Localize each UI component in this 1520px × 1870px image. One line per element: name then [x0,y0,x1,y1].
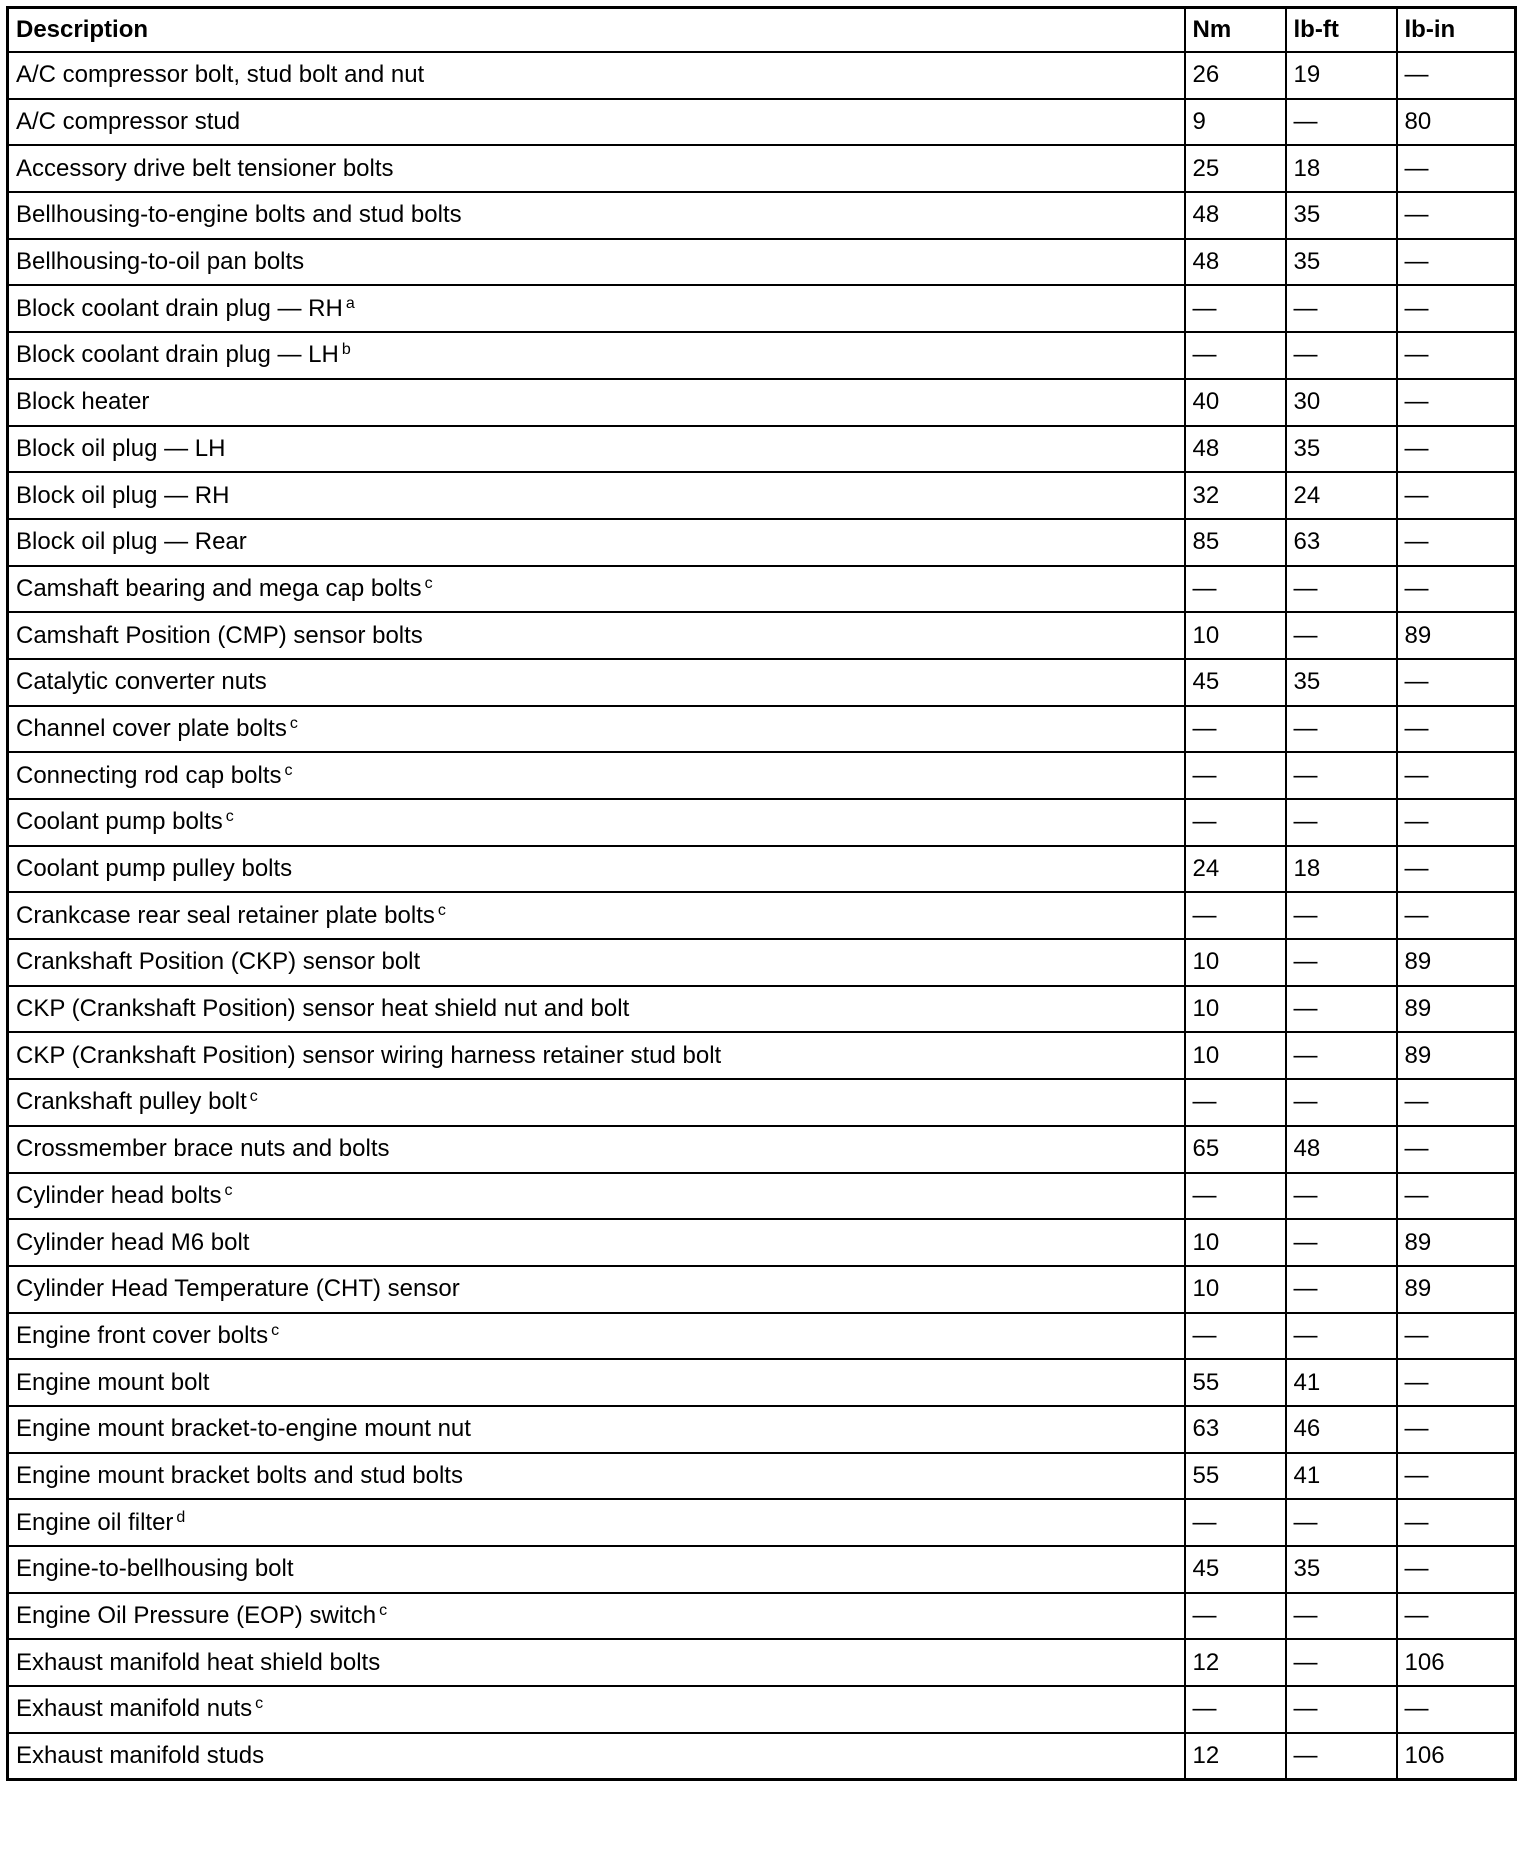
lb-in-value-cell: — [1397,892,1516,939]
table-row [8,426,1516,473]
lb-ft-value-cell: — [1286,1733,1397,1780]
column-header-lb-in: lb-in [1397,8,1516,53]
nm-value-cell: 48 [1185,192,1286,239]
description-cell [8,566,1185,613]
lb-ft-value-cell: 35 [1286,192,1397,239]
nm-value-cell: — [1185,1499,1286,1546]
description-cell [8,846,1185,893]
description-cell [8,1313,1185,1360]
lb-in-value-cell: — [1397,1173,1516,1220]
table-row [8,752,1516,799]
description-cell [8,472,1185,519]
nm-value-cell: 45 [1185,1546,1286,1593]
nm-value-cell: 10 [1185,1266,1286,1313]
lb-ft-value-cell: — [1286,986,1397,1033]
lb-ft-value-cell: 19 [1286,52,1397,99]
lb-in-value-cell: — [1397,52,1516,99]
description-text: Block coolant drain plug — LH [16,341,339,369]
lb-ft-value-cell: 35 [1286,1546,1397,1593]
nm-value-cell: 55 [1185,1359,1286,1406]
lb-in-value-cell: — [1397,1499,1516,1546]
lb-in-value-cell: 89 [1397,939,1516,986]
table-body [8,52,1516,1780]
lb-in-value-cell: — [1397,752,1516,799]
lb-in-value-cell: 80 [1397,99,1516,146]
lb-ft-value-cell: 41 [1286,1453,1397,1500]
description-text: Engine Oil Pressure (EOP) switch [16,1602,377,1630]
description-text: Crankshaft pulley bolt [16,1088,247,1116]
lb-in-value-cell: — [1397,1406,1516,1453]
table-row [8,566,1516,613]
column-header-lb-ft: lb-ft [1286,8,1397,53]
table-row [8,239,1516,286]
nm-value-cell: — [1185,1079,1286,1126]
table-row [8,799,1516,846]
footnote-marker: c [289,714,298,732]
nm-value-cell: 9 [1185,99,1286,146]
description-text: Exhaust manifold heat shield bolts [16,1648,381,1676]
table-row [8,519,1516,566]
lb-ft-value-cell: — [1286,1499,1397,1546]
nm-value-cell: — [1185,332,1286,379]
table-row [8,1219,1516,1266]
description-text: Crankcase rear seal retainer plate bolts [16,901,435,929]
nm-value-cell: — [1185,1593,1286,1640]
lb-in-value-cell: — [1397,239,1516,286]
description-text: Block oil plug — Rear [16,528,247,556]
lb-ft-value-cell: — [1286,939,1397,986]
nm-value-cell: — [1185,1173,1286,1220]
description-cell [8,939,1185,986]
lb-in-value-cell: — [1397,519,1516,566]
nm-value-cell: — [1185,285,1286,332]
description-text: Cylinder head M6 bolt [16,1228,250,1256]
description-text: Cylinder head bolts [16,1181,222,1209]
lb-in-value-cell: — [1397,145,1516,192]
description-text: Coolant pump bolts [16,808,223,836]
nm-value-cell: — [1185,752,1286,799]
lb-in-value-cell: — [1397,846,1516,893]
table-row [8,99,1516,146]
lb-ft-value-cell: 18 [1286,145,1397,192]
lb-in-value-cell: — [1397,1546,1516,1593]
table-row [8,1639,1516,1686]
description-cell [8,1126,1185,1173]
table-row [8,1032,1516,1079]
description-text: Connecting rod cap bolts [16,761,282,789]
description-cell [8,1079,1185,1126]
table-row [8,986,1516,1033]
description-cell [8,752,1185,799]
description-text: A/C compressor bolt, stud bolt and nut [16,61,425,89]
lb-in-value-cell: 89 [1397,1219,1516,1266]
nm-value-cell: 48 [1185,239,1286,286]
description-text: Camshaft Position (CMP) sensor bolts [16,621,423,649]
nm-value-cell: 10 [1185,986,1286,1033]
lb-ft-value-cell: 24 [1286,472,1397,519]
table-row [8,1266,1516,1313]
lb-ft-value-cell: — [1286,1219,1397,1266]
description-cell [8,706,1185,753]
nm-value-cell: — [1185,566,1286,613]
lb-ft-value-cell: — [1286,1079,1397,1126]
table-row [8,1406,1516,1453]
lb-ft-value-cell: 18 [1286,846,1397,893]
description-text: Bellhousing-to-engine bolts and stud bolts [16,201,462,229]
lb-ft-value-cell: — [1286,1032,1397,1079]
description-text: Block oil plug — LH [16,434,226,462]
lb-in-value-cell: — [1397,1686,1516,1733]
table-row [8,379,1516,426]
description-text: CKP (Crankshaft Position) sensor heat shield nut and bolt [16,995,630,1023]
description-text: Crankshaft Position (CKP) sensor bolt [16,948,421,976]
table-row [8,1686,1516,1733]
lb-in-value-cell: — [1397,1453,1516,1500]
table-row [8,1453,1516,1500]
footnote-marker: a [345,294,355,312]
lb-in-value-cell: 89 [1397,1266,1516,1313]
description-cell [8,1499,1185,1546]
description-text: Bellhousing-to-oil pan bolts [16,248,305,276]
lb-ft-value-cell: 48 [1286,1126,1397,1173]
table-row [8,1733,1516,1780]
description-text: Accessory drive belt tensioner bolts [16,154,394,182]
description-cell [8,1173,1185,1220]
table-row [8,1359,1516,1406]
lb-in-value-cell: — [1397,799,1516,846]
description-cell [8,332,1185,379]
footnote-marker: c [424,574,433,592]
lb-ft-value-cell: — [1286,612,1397,659]
lb-ft-value-cell: 35 [1286,426,1397,473]
lb-ft-value-cell: — [1286,99,1397,146]
nm-value-cell: 65 [1185,1126,1286,1173]
nm-value-cell: 40 [1185,379,1286,426]
lb-ft-value-cell: — [1286,566,1397,613]
nm-value-cell: — [1185,1686,1286,1733]
description-cell [8,285,1185,332]
table-row [8,1499,1516,1546]
lb-in-value-cell: 89 [1397,986,1516,1033]
table-row [8,52,1516,99]
lb-in-value-cell: 89 [1397,1032,1516,1079]
lb-ft-value-cell: 63 [1286,519,1397,566]
lb-in-value-cell: — [1397,332,1516,379]
column-header-description: Description [8,8,1185,53]
lb-ft-value-cell: — [1286,1639,1397,1686]
lb-ft-value-cell: — [1286,1266,1397,1313]
description-text: Coolant pump pulley bolts [16,855,293,883]
lb-ft-value-cell: — [1286,332,1397,379]
description-text: Engine front cover bolts [16,1321,269,1349]
table-row [8,1313,1516,1360]
table-row [8,1593,1516,1640]
description-cell [8,892,1185,939]
lb-in-value-cell: — [1397,1359,1516,1406]
description-text: Crossmember brace nuts and bolts [16,1135,390,1163]
table-row [8,939,1516,986]
nm-value-cell: 10 [1185,1032,1286,1079]
description-cell [8,1639,1185,1686]
description-cell [8,986,1185,1033]
table-row [8,192,1516,239]
torque-specification-table [6,6,1517,1781]
footnote-marker: c [255,1695,264,1713]
nm-value-cell: 10 [1185,939,1286,986]
description-text: Engine mount bolt [16,1368,210,1396]
table-row [8,332,1516,379]
lb-ft-value-cell: 46 [1286,1406,1397,1453]
nm-value-cell: 85 [1185,519,1286,566]
lb-in-value-cell: — [1397,1593,1516,1640]
table-row [8,145,1516,192]
lb-ft-value-cell: — [1286,892,1397,939]
table-row [8,659,1516,706]
table-row [8,1126,1516,1173]
description-text: A/C compressor stud [16,108,241,136]
lb-ft-value-cell: 35 [1286,659,1397,706]
description-text: Block coolant drain plug — RH [16,294,343,322]
description-cell [8,1266,1185,1313]
footnote-marker: c [379,1602,388,1620]
description-cell [8,1453,1185,1500]
description-cell [8,1593,1185,1640]
description-text: Exhaust manifold studs [16,1742,265,1770]
description-text: Exhaust manifold nuts [16,1695,253,1723]
nm-value-cell: 26 [1185,52,1286,99]
description-cell [8,239,1185,286]
nm-value-cell: 12 [1185,1733,1286,1780]
nm-value-cell: 48 [1185,426,1286,473]
lb-in-value-cell: — [1397,285,1516,332]
lb-in-value-cell: — [1397,379,1516,426]
lb-ft-value-cell: — [1286,799,1397,846]
footnote-marker: d [176,1508,186,1526]
table-row [8,1079,1516,1126]
table-row [8,892,1516,939]
lb-ft-value-cell: 35 [1286,239,1397,286]
footnote-marker: c [249,1088,258,1106]
lb-in-value-cell: — [1397,706,1516,753]
table-row [8,706,1516,753]
lb-in-value-cell: — [1397,1126,1516,1173]
nm-value-cell: 10 [1185,612,1286,659]
footnote-marker: c [271,1321,280,1339]
nm-value-cell: 55 [1185,1453,1286,1500]
table-header-row [8,8,1516,53]
nm-value-cell: 24 [1185,846,1286,893]
description-cell [8,799,1185,846]
table-row [8,472,1516,519]
footnote-marker: b [341,341,351,359]
footnote-marker: c [225,808,234,826]
description-text: Engine mount bracket bolts and stud bolts [16,1461,463,1489]
column-header-nm: Nm [1185,8,1286,53]
lb-in-value-cell: — [1397,192,1516,239]
table-row [8,846,1516,893]
lb-in-value-cell: — [1397,566,1516,613]
lb-in-value-cell: — [1397,1079,1516,1126]
description-cell [8,1686,1185,1733]
nm-value-cell: 63 [1185,1406,1286,1453]
nm-value-cell: 12 [1185,1639,1286,1686]
description-text: Block heater [16,388,150,416]
lb-ft-value-cell: 41 [1286,1359,1397,1406]
lb-in-value-cell: 106 [1397,1639,1516,1686]
description-cell [8,612,1185,659]
lb-ft-value-cell: — [1286,1173,1397,1220]
lb-ft-value-cell: — [1286,285,1397,332]
footnote-marker: c [224,1181,233,1199]
description-text: Channel cover plate bolts [16,714,287,742]
description-cell [8,659,1185,706]
nm-value-cell: 10 [1185,1219,1286,1266]
description-text: Catalytic converter nuts [16,668,267,696]
table-row [8,285,1516,332]
description-cell [8,192,1185,239]
lb-ft-value-cell: — [1286,1593,1397,1640]
description-cell [8,1406,1185,1453]
description-cell [8,1219,1185,1266]
description-cell [8,1733,1185,1780]
footnote-marker: c [284,761,293,779]
lb-ft-value-cell: 30 [1286,379,1397,426]
description-text: Cylinder Head Temperature (CHT) sensor [16,1275,460,1303]
table-row [8,1546,1516,1593]
description-text: Engine-to-bellhousing bolt [16,1555,294,1583]
lb-in-value-cell: 106 [1397,1733,1516,1780]
lb-ft-value-cell: — [1286,706,1397,753]
lb-ft-value-cell: — [1286,1686,1397,1733]
description-text: Camshaft bearing and mega cap bolts [16,574,422,602]
nm-value-cell: — [1185,706,1286,753]
nm-value-cell: 25 [1185,145,1286,192]
nm-value-cell: 32 [1185,472,1286,519]
lb-ft-value-cell: — [1286,752,1397,799]
description-cell [8,379,1185,426]
description-cell [8,519,1185,566]
table-row [8,1173,1516,1220]
lb-ft-value-cell: — [1286,1313,1397,1360]
lb-in-value-cell: — [1397,659,1516,706]
description-cell [8,52,1185,99]
nm-value-cell: — [1185,1313,1286,1360]
description-cell [8,145,1185,192]
lb-in-value-cell: — [1397,472,1516,519]
nm-value-cell: — [1185,892,1286,939]
description-cell [8,426,1185,473]
lb-in-value-cell: — [1397,1313,1516,1360]
lb-in-value-cell: 89 [1397,612,1516,659]
description-cell [8,99,1185,146]
description-text: Engine oil filter [16,1508,174,1536]
lb-in-value-cell: — [1397,426,1516,473]
description-text: CKP (Crankshaft Position) sensor wiring harness retainer stud bolt [16,1041,722,1069]
description-cell [8,1546,1185,1593]
description-text: Engine mount bracket-to-engine mount nut [16,1415,471,1443]
description-cell [8,1359,1185,1406]
description-cell [8,1032,1185,1079]
nm-value-cell: — [1185,799,1286,846]
footnote-marker: c [437,901,446,919]
nm-value-cell: 45 [1185,659,1286,706]
description-text: Block oil plug — RH [16,481,230,509]
table-row [8,612,1516,659]
